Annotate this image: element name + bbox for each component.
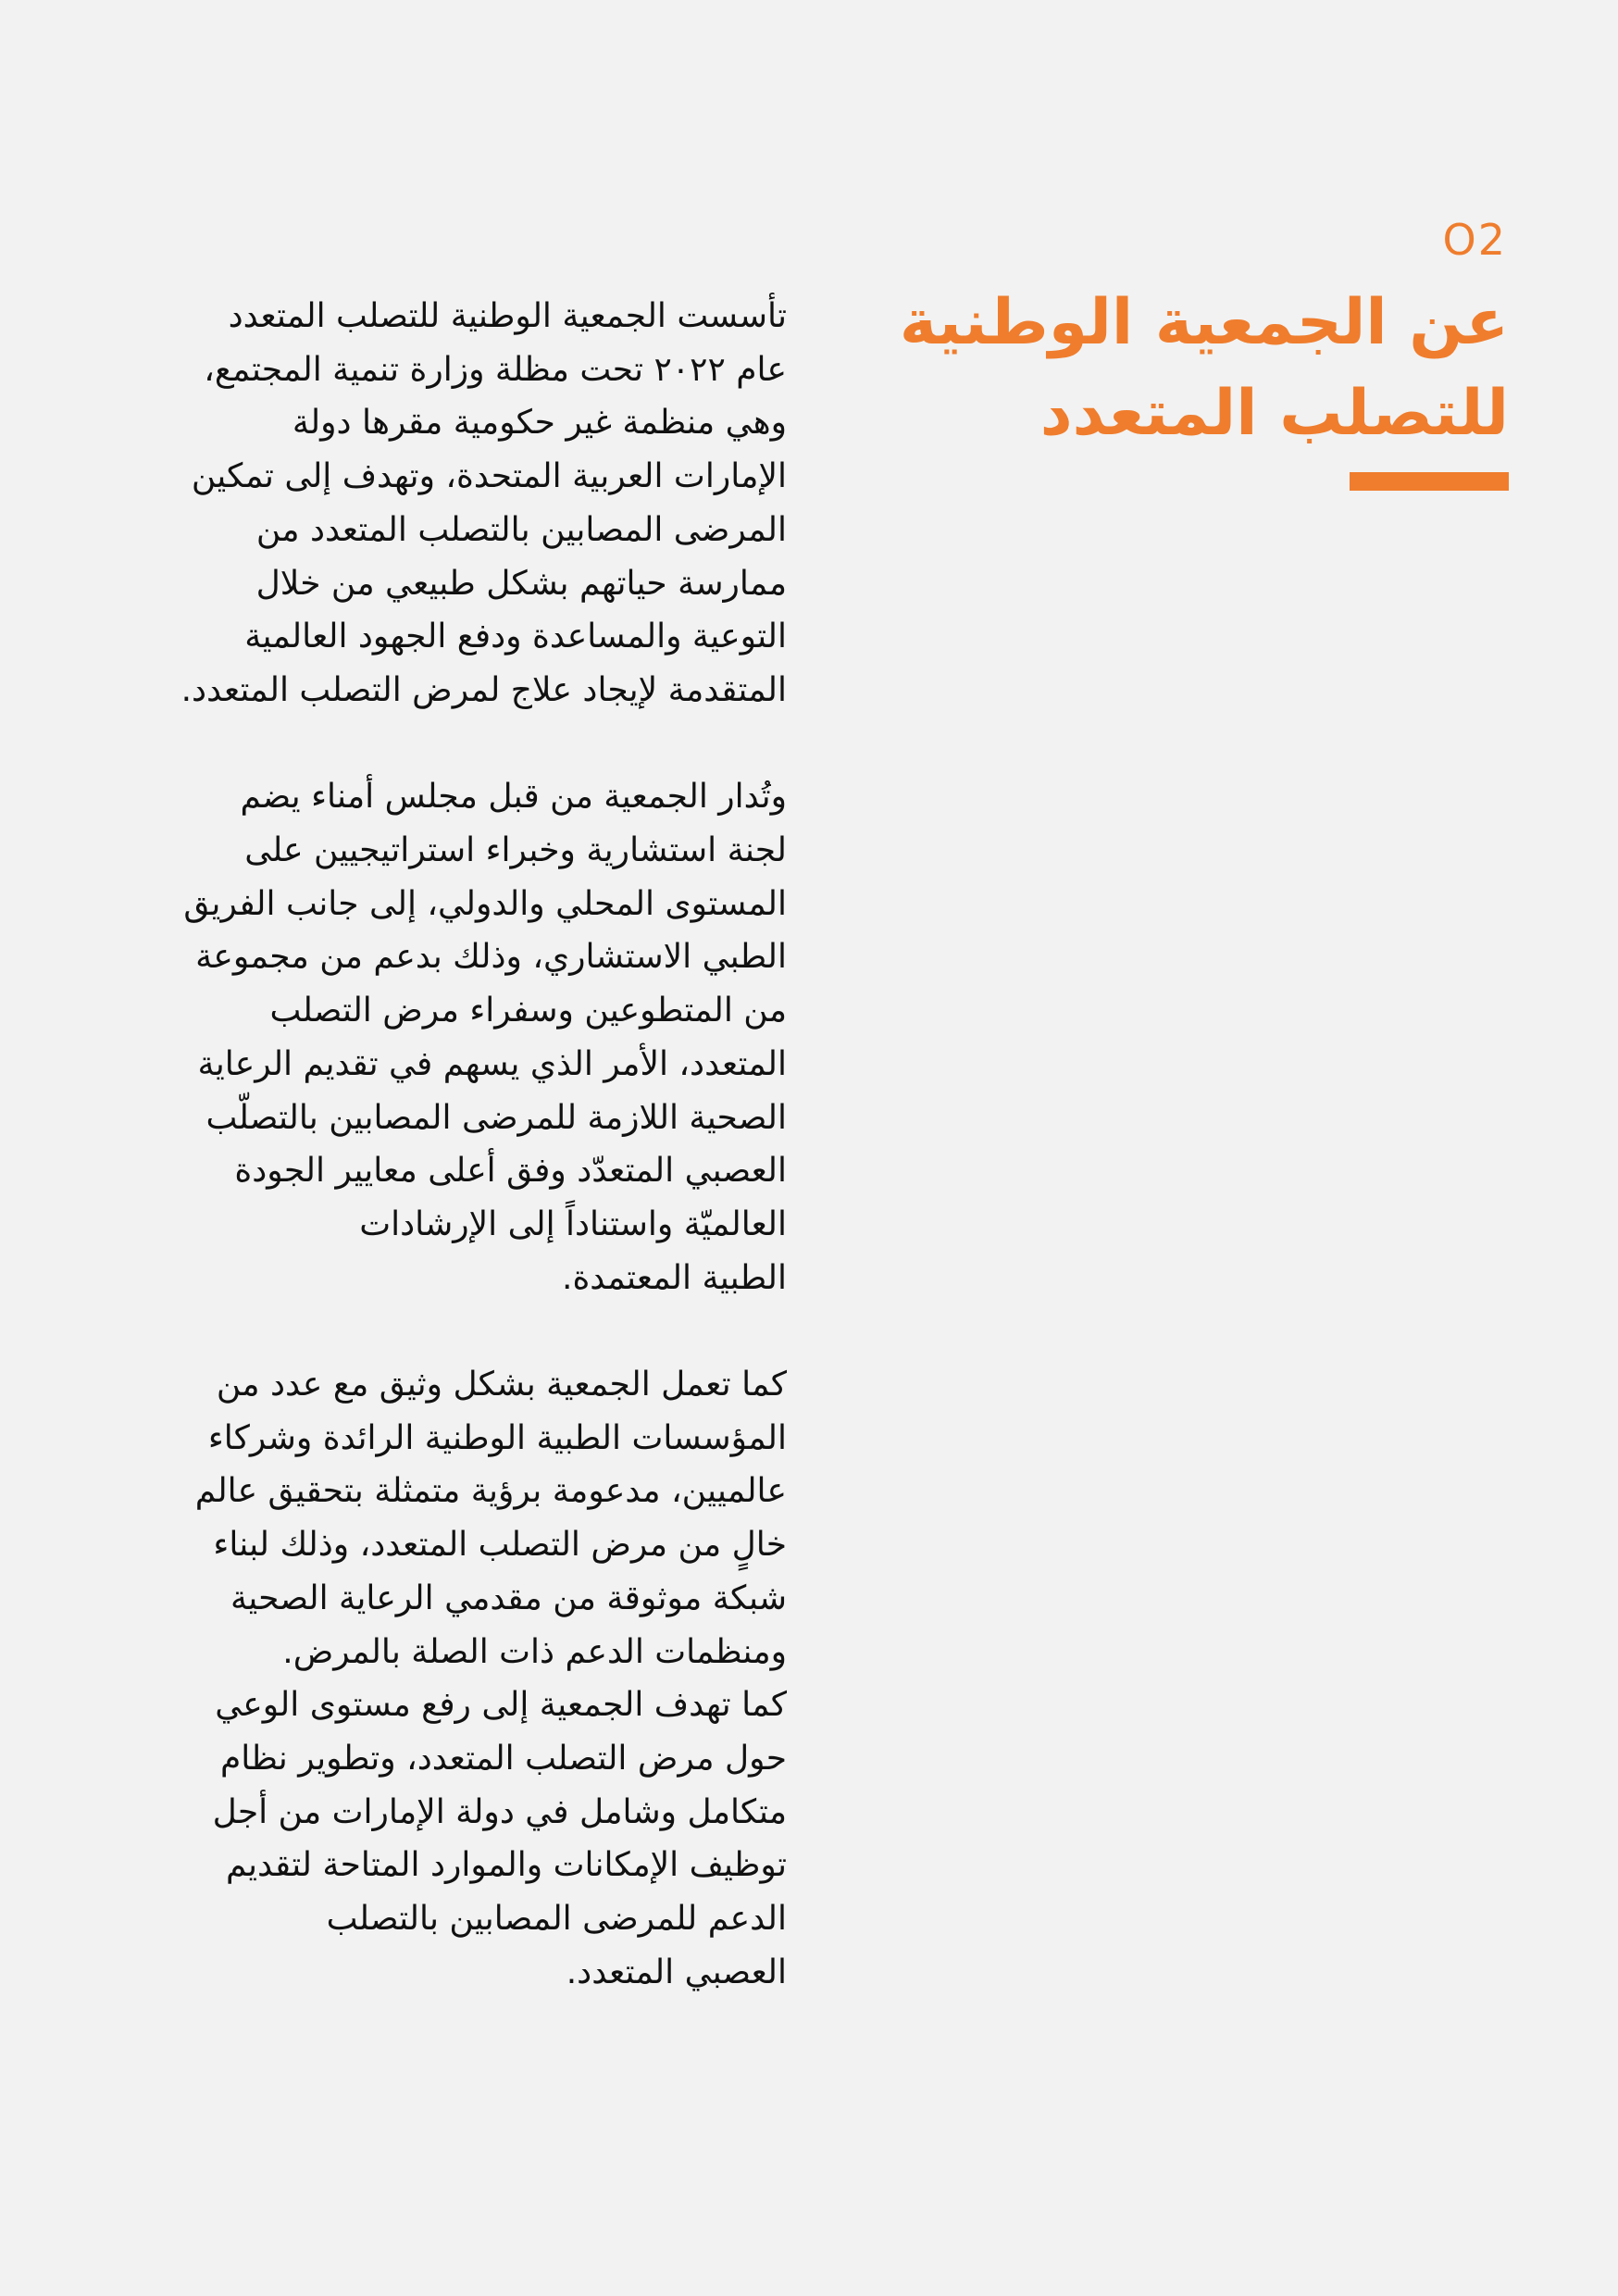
text-line: لجنة استشارية وخبراء استراتيجيين على bbox=[244, 831, 787, 870]
text-line: عالميين، مدعومة برؤية متمثلة بتحقيق عالم bbox=[194, 1472, 787, 1511]
text-line: من المتطوعين وسفراء مرض التصلب bbox=[269, 992, 787, 1030]
text-line: المؤسسات الطبية الوطنية الرائدة وشركاء bbox=[207, 1418, 787, 1457]
text-line: وهي منظمة غير حكومية مقرها دولة bbox=[292, 404, 787, 443]
text-line: خالٍ من مرض التصلب المتعدد، وذلك لبناء bbox=[213, 1526, 787, 1565]
text-line: ممارسة حياتهم بشكل طبيعي من خلال bbox=[255, 564, 787, 603]
text-line: توظيف الإمكانات والموارد المتاحة لتقديم bbox=[226, 1846, 787, 1885]
text-line: الدعم للمرضى المصابين بالتصلب bbox=[326, 1900, 787, 1939]
text-line: التوعية والمساعدة ودفع الجهود العالمية bbox=[244, 618, 787, 656]
section-heading bbox=[899, 278, 1509, 459]
text-line: كما تعمل الجمعية بشكل وثيق مع عدد من bbox=[216, 1366, 787, 1404]
text-line: الطبية المعتمدة. bbox=[562, 1258, 787, 1297]
paragraph-governance bbox=[100, 770, 787, 1304]
text-line: شبكة موثوقة من مقدمي الرعاية الصحية bbox=[230, 1578, 787, 1617]
paragraph-founding bbox=[100, 290, 787, 718]
text-line: العصبي المتعدد. bbox=[566, 1953, 787, 1991]
text-line: الطبي الاستشاري، وذلك بدعم من مجموعة bbox=[195, 938, 787, 977]
heading-line: عن الجمعية الوطنية bbox=[899, 286, 1509, 359]
heading-underline-bar bbox=[1350, 472, 1509, 491]
page-number: O2 bbox=[1442, 215, 1507, 265]
paragraph-goals bbox=[100, 1678, 787, 1999]
text-line: المتقدمة لإيجاد علاج لمرض التصلب المتعدد. bbox=[180, 670, 787, 709]
text-line: الإمارات العربية المتحدة، وتهدف إلى تمكين bbox=[191, 457, 787, 496]
text-line: المتعدد، الأمر الذي يسهم في تقديم الرعاية bbox=[197, 1044, 787, 1083]
text-line: عام ٢٠٢٢ تحت مظلة وزارة تنمية المجتمع، bbox=[204, 350, 787, 389]
text-line: حول مرض التصلب المتعدد، وتطوير نظام bbox=[220, 1739, 787, 1778]
body-text bbox=[100, 290, 787, 1999]
text-line: متكامل وشامل في دولة الإمارات من أجل bbox=[212, 1792, 787, 1831]
text-line: تأسست الجمعية الوطنية للتصلب المتعدد bbox=[228, 297, 787, 335]
text-line: المرضى المصابين بالتصلب المتعدد من bbox=[255, 510, 787, 549]
text-line: وتُدار الجمعية من قبل مجلس أمناء يضم bbox=[240, 778, 787, 817]
text-line: العالميّة واستناداً إلى الإرشادات bbox=[359, 1204, 787, 1243]
text-line: المستوى المحلي والدولي، إلى جانب الفريق bbox=[183, 884, 787, 923]
text-line: العصبي المتعدّد وفق أعلى معايير الجودة bbox=[234, 1152, 787, 1191]
text-line: كما تهدف الجمعية إلى رفع مستوى الوعي bbox=[215, 1686, 787, 1725]
text-line: ومنظمات الدعم ذات الصلة بالمرض. bbox=[282, 1632, 787, 1671]
text-line: الصحية اللازمة للمرضى المصابين بالتصلّب bbox=[205, 1098, 787, 1137]
heading-line: للتصلب المتعدد bbox=[1039, 377, 1509, 450]
paragraph-partnerships bbox=[100, 1358, 787, 1678]
